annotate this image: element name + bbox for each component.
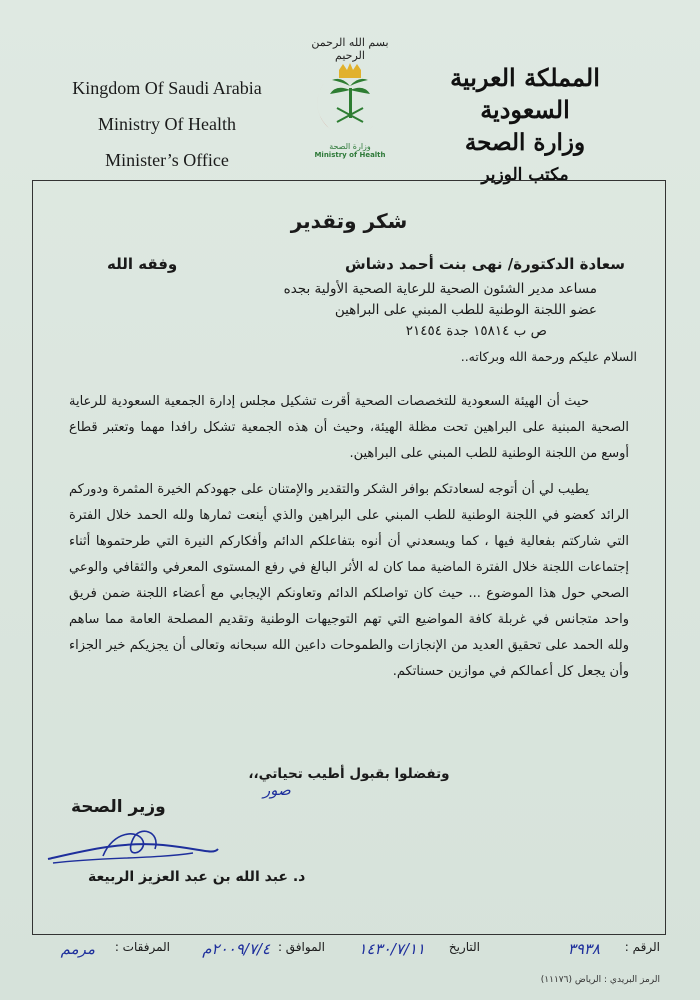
date-value: ١٤٣٠/٧/١١ bbox=[358, 940, 425, 958]
en-office: Minister’s Office bbox=[105, 150, 229, 170]
reference-footer bbox=[40, 940, 660, 964]
recipient-greeting: وفقه الله bbox=[107, 255, 178, 273]
logo-arabic-text: وزارة الصحة bbox=[329, 142, 371, 151]
letter-title: شكر وتقدير bbox=[290, 209, 408, 233]
ar-ministry: وزارة الصحة bbox=[464, 129, 586, 156]
salutation: السلام عليكم ورحمة الله وبركاته.. bbox=[460, 349, 637, 364]
recipient-line bbox=[73, 255, 625, 273]
recipient-name: سعادة الدكتورة/ نهى بنت أحمد دشاش bbox=[345, 255, 625, 273]
palm-crescent-emblem-icon bbox=[295, 62, 405, 142]
basmala: بسم الله الرحمن الرحيم bbox=[311, 36, 389, 62]
initials-mark: صور bbox=[263, 781, 291, 799]
en-country: Kingdom Of Saudi Arabia bbox=[72, 78, 262, 98]
corresponding-value: ٢٠٠٩/٧/٤م bbox=[202, 940, 270, 958]
number-value: ٣٩٣٨ bbox=[567, 940, 600, 958]
attachments-value: مرمم bbox=[60, 940, 95, 958]
recipient-po-box: ص ب ١٥٨١٤ جدة ٢١٤٥٤ bbox=[405, 323, 547, 339]
recipient-role-1: مساعد مدير الشئون الصحية للرعاية الصحية الأولية بجده bbox=[283, 281, 597, 297]
postal-code: الرمز البريدي : الرياض (١١١٧٦) bbox=[540, 975, 660, 985]
signer-title: وزير الصحة bbox=[71, 797, 166, 817]
corresponding-label: الموافق : bbox=[277, 940, 325, 954]
paragraph-2: يطيب لي أن أتوجه لسعادتكم بوافر الشكر والتقدير والإمتنان على جهودكم الخيرة المثمرة ودوركم الرائد كعضو في اللجنة الوطنية للطب المبني على البراهين والذي أينعت ثمارها ولله الحمد خلال الفترة التي شاركتم بفعالية فيها ، كما ويسعدني أن أنوه بتفاعلكم الدائم وأفكاركم النيرة التي طرحتموها أثناء إجتماعات اللجنة خلال الفترة الماضية مما كان له الأثر البالغ في رفع المستوى المعرفي والثقافي والوعي الصحي حول هذا الموضوع ... حيث كان تواصلكم الدائم وتعاونكم الإيجابي مع أعضاء اللجنة ضمن فريق واحد متجانس في غربلة كافة المواضيع التي تهم التوجيهات الوطنية وتقديم المصلحة العامة مما ساهم ولله الحمد على تحقيق العديد من الإنجازات والطموحات داعين الله سبحانه وتعالى أن يجزيكم خير الجزاء وأن يجعل كل أعمالكم في موازين حسناتكم. bbox=[69, 482, 629, 679]
en-ministry: Ministry Of Health bbox=[98, 114, 236, 134]
recipient-role-2: عضو اللجنة الوطنية للطب المبني على البراهين bbox=[334, 302, 597, 318]
attachments-label: المرفقات : bbox=[114, 940, 170, 954]
arabic-letterhead bbox=[410, 62, 640, 190]
closing-line: وتفضلوا بقبول أطيب تحياتي،، bbox=[248, 766, 450, 782]
letter-frame bbox=[32, 180, 666, 935]
english-letterhead bbox=[62, 70, 272, 178]
ministry-logo bbox=[295, 30, 405, 160]
paragraph-1: حيث أن الهيئة السعودية للتخصصات الصحية أقرت تشكيل مجلس إدارة الجمعية السعودية للرعاية الصحية المبنية على البراهين تحت مظلة الهيئة، وحيث أن هذه الجمعية تشكل رافدا مهما وتعتبر قطاع أوسع من اللجنة الوطنية للطب المبني على البراهين. bbox=[69, 394, 629, 461]
date-label: التاريخ bbox=[448, 940, 480, 954]
letter-body bbox=[69, 389, 629, 695]
ar-country: المملكة العربية السعودية bbox=[450, 63, 600, 124]
signer-name: د. عبد الله بن عبد العزيز الربيعة bbox=[88, 869, 306, 885]
logo-english-text: Ministry of Health bbox=[314, 151, 386, 159]
ar-office: مكتب الوزير bbox=[481, 165, 569, 185]
number-label: الرقم : bbox=[624, 940, 660, 954]
